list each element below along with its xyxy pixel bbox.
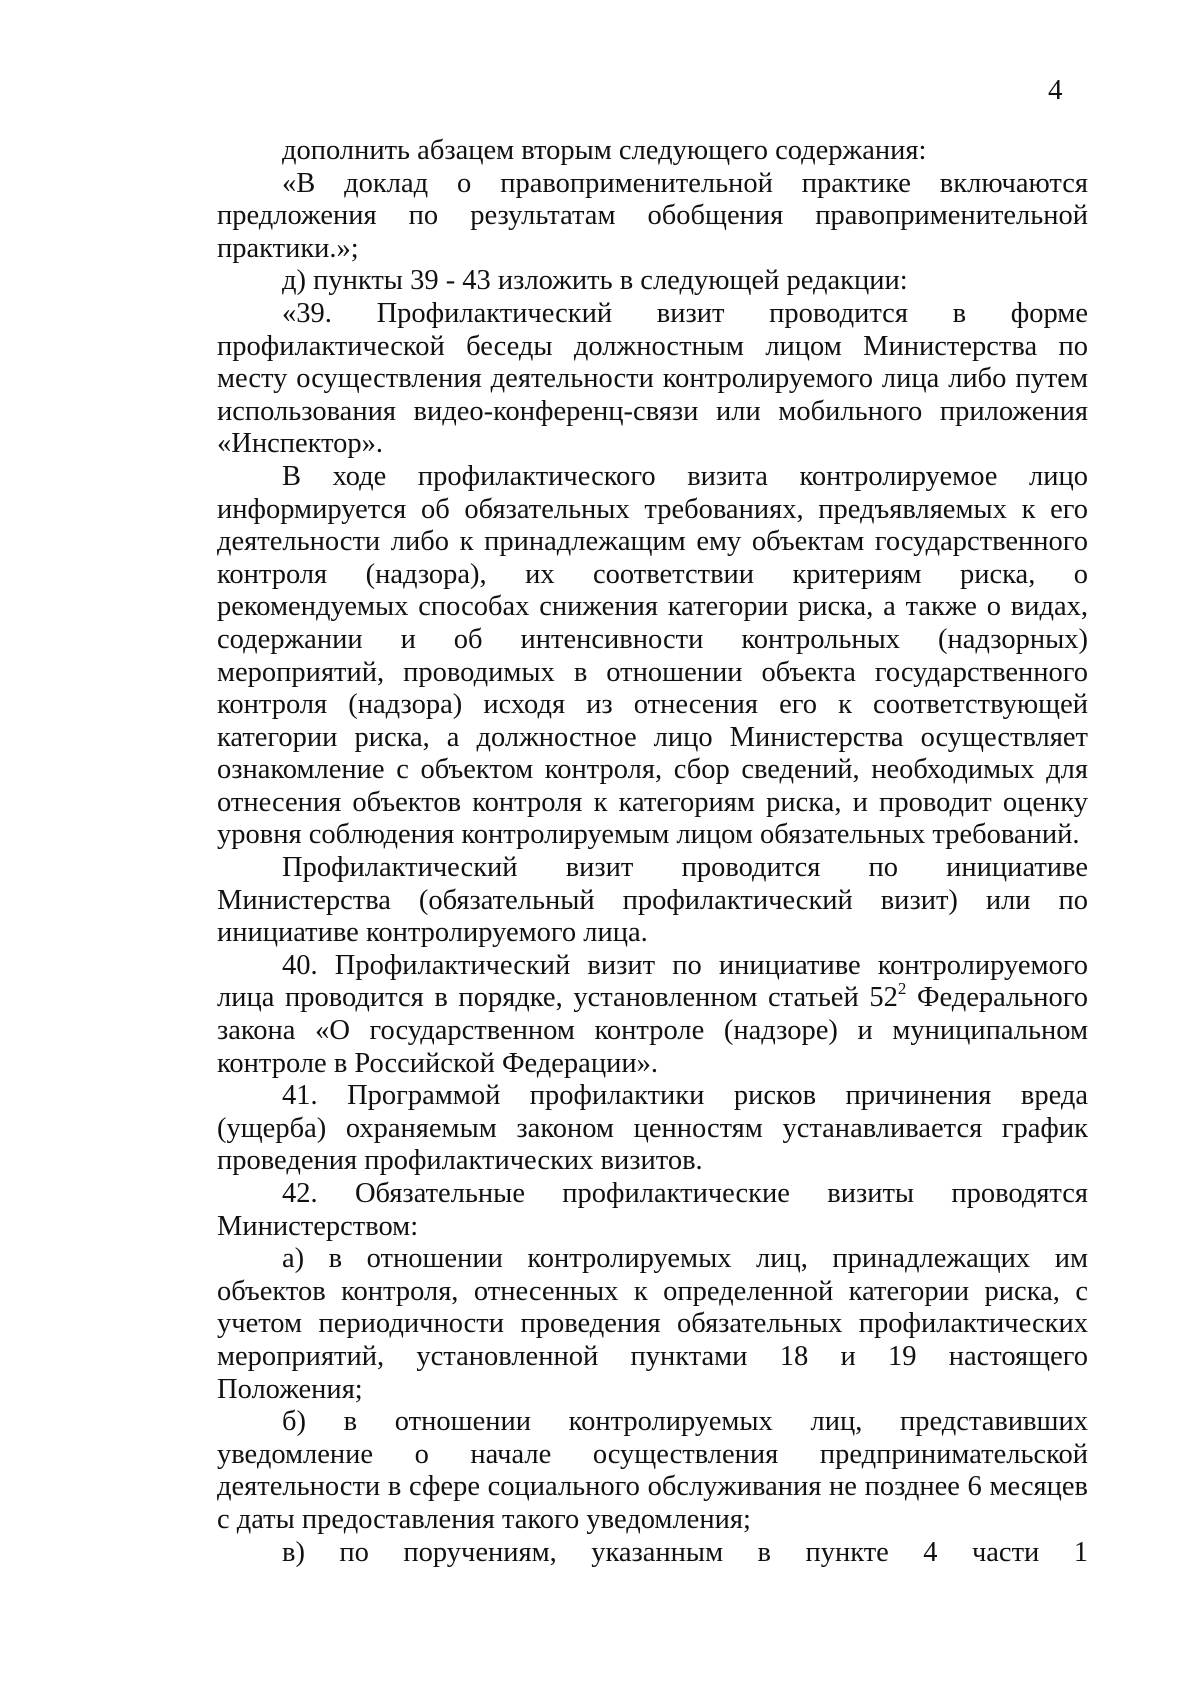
document-body xyxy=(217,135,1088,1569)
paragraph-item-42: 42. Обязательные профилактические визиты проводятся Министерством: xyxy=(217,1178,1088,1242)
paragraph-subitem-a: а) в отношении контролируемых лиц, принадлежащих им объектов контроля, отнесенных к определенной категории риска, с учетом периодичности проведения обязательных профилактических мероприятий, установленной пунктами 18 и 19 настоящего Положения; xyxy=(217,1243,1088,1405)
paragraph-item-41: 41. Программой профилактики рисков причинения вреда (ущерба) охраняемым законом ценностям устанавливается график проведения профилактических визитов. xyxy=(217,1080,1088,1177)
item-40-text-before: 40. Профилактический визит по инициативе контролируемого лица проводится в порядке, установленном статьей 52 xyxy=(217,949,1088,1014)
page-number: 4 xyxy=(1048,74,1063,106)
paragraph-visit-initiative: Профилактический визит проводится по инициативе Министерства (обязательный профилактический визит) или по инициативе контролируемого лица. xyxy=(217,852,1088,949)
paragraph-subitem-v: в) по поручениям, указанным в пункте 4 части 1 xyxy=(282,1536,1088,1568)
article-superscript: 2 xyxy=(897,979,907,999)
paragraph-quote-report: «В доклад о правоприменительной практике включаются предложения по результатам обобщения правоприменительной практики.»; xyxy=(217,167,1088,264)
paragraph-visit-course: В ходе профилактического визита контролируемое лицо информируется об обязательных требованиях, предъявляемых к его деятельности либо к принадлежащим ему объектам государственного контроля (надзора), их соответствии критериям риска, о рекомендуемых способах снижения категории риска, а также о видах, содержании и об интенсивности контрольных (надзорных) мероприятий, проводимых в отношении объекта государственного контроля (надзора) исходя из отнесения его к соответствующей категории риска, а должностное лицо Министерства осуществляет ознакомление с объектом контроля, сбор сведений, необходимых для отнесения объектов контроля к категориям риска, и проводит оценку уровня соблюдения контролируемым лицом обязательных требований. xyxy=(217,460,1088,851)
paragraph-subitem-b: б) в отношении контролируемых лиц, представивших уведомление о начале осуществления предпринимательской деятельности в сфере социального обслуживания не позднее 6 месяцев с даты предоставления такого уведомления; xyxy=(217,1406,1088,1535)
paragraph-subitem-d: д) пункты 39 - 43 изложить в следующей редакции: xyxy=(282,265,908,297)
paragraph-intro: дополнить абзацем вторым следующего содержания: xyxy=(282,135,927,166)
paragraph-item-39: «39. Профилактический визит проводится в форме профилактической беседы должностным лицом Министерства по месту осуществления деятельности контролируемого лица либо путем использования видео-конференц-связи или мобильного приложения «Инспектор». xyxy=(217,297,1088,460)
paragraph-item-40 xyxy=(217,950,1088,1080)
item-40-text-after: Федерального закона «О государственном контроле (надзоре) и муниципальном контроле в Российской Федерации». xyxy=(217,982,1089,1079)
